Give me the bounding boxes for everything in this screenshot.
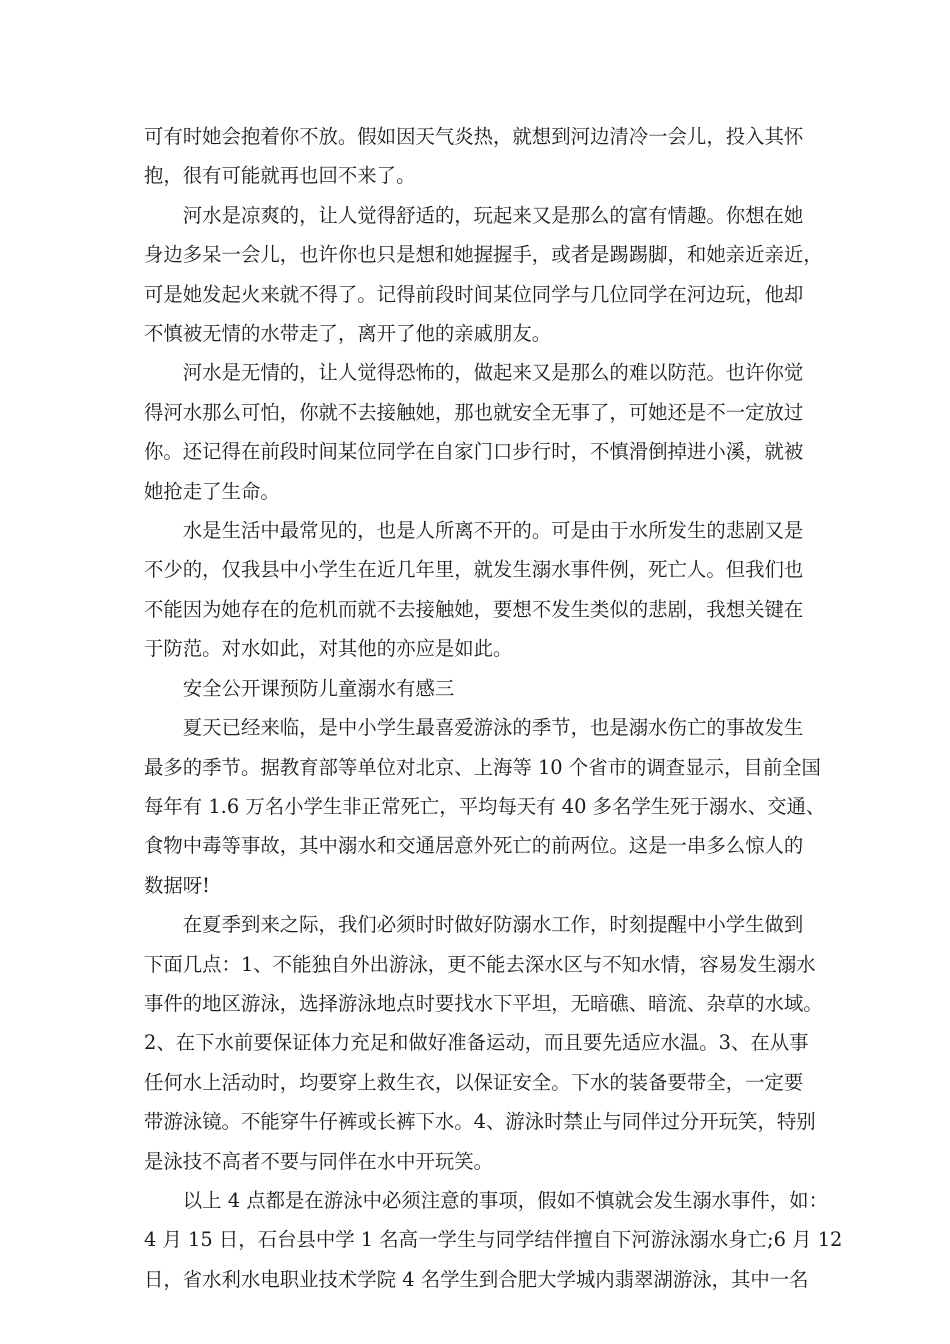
text-line: 最多的季节。据教育部等单位对北京、上海等 10 个省市的调查显示，目前全国 xyxy=(144,755,821,779)
text-line: 不能因为她存在的危机而就不去接触她，要想不发生类似的悲剧，我想关键在 xyxy=(144,597,804,621)
section-heading xyxy=(144,669,806,708)
text-line: 任何水上活动时，均要穿上救生衣，以保证安全。下水的装备要带全，一定要 xyxy=(144,1070,804,1094)
text-line: 下面几点：1、不能独自外出游泳，更不能去深水区与不知水情，容易发生溺水 xyxy=(144,952,816,976)
text-line: 4 月 15 日，石台县中学 1 名高一学生与同学结伴擅自下河游泳溺水身亡;6 月 12 xyxy=(144,1228,843,1252)
paragraph xyxy=(144,1181,843,1299)
text-line: 河水是无情的，让人觉得恐怖的，做起来又是那么的难以防范。也许你觉 xyxy=(182,361,804,385)
text-line: 在夏季到来之际，我们必须时时做好防溺水工作，时刻提醒中小学生做到 xyxy=(182,913,804,937)
paragraph xyxy=(144,353,806,511)
text-line: 你。还记得在前段时间某位同学在自家门口步行时，不慎滑倒掉进小溪，就被 xyxy=(144,440,804,464)
text-line: 日，省水利水电职业技术学院 4 名学生到合肥大学城内翡翠湖游泳，其中一名 xyxy=(144,1267,809,1291)
text-line: 河水是凉爽的，让人觉得舒适的，玩起来又是那么的富有情趣。你想在她 xyxy=(182,203,804,227)
text-line: 食物中毒等事故，其中溺水和交通居意外死亡的前两位。这是一串多么惊人的 xyxy=(144,834,804,858)
text-line: 数据呀! xyxy=(144,873,210,897)
paragraph xyxy=(144,905,823,1181)
paragraph xyxy=(144,511,806,669)
text-line: 事件的地区游泳，选择游泳地点时要找水下平坦，无暗礁、暗流、杂草的水域。 xyxy=(144,991,823,1015)
paragraph xyxy=(144,708,826,905)
text-line: 她抢走了生命。 xyxy=(144,479,280,503)
text-line: 抱，很有可能就再也回不来了。 xyxy=(144,164,416,188)
heading-text: 安全公开课预防儿童溺水有感三 xyxy=(182,676,455,700)
text-line: 每年有 1.6 万名小学生非正常死亡，平均每天有 40 多名学生死于溺水、交通、 xyxy=(144,794,826,818)
paragraph xyxy=(144,196,823,354)
text-line: 可是她发起火来就不得了。记得前段时间某位同学与几位同学在河边玩，他却 xyxy=(144,282,804,306)
text-line: 可有时她会抱着你不放。假如因天气炎热，就想到河边清冷一会儿，投入其怀 xyxy=(144,125,804,148)
text-line: 以上 4 点都是在游泳中必须注意的事项，假如不慎就会发生溺水事件，如： xyxy=(182,1188,828,1212)
text-line: 于防范。对水如此，对其他的亦应是如此。 xyxy=(144,637,513,661)
text-line: 是泳技不高者不要与同伴在水中开玩笑。 xyxy=(144,1149,494,1173)
text-line: 带游泳镜。不能穿牛仔裤或长裤下水。4、游泳时禁止与同伴过分开玩笑，特别 xyxy=(144,1110,816,1134)
text-line: 2、在下水前要保证体力充足和做好准备运动，而且要先适应水温。3、在从事 xyxy=(144,1031,809,1055)
paragraph xyxy=(144,117,806,196)
text-line: 夏天已经来临，是中小学生最喜爱游泳的季节，也是溺水伤亡的事故发生 xyxy=(182,716,804,740)
text-line: 水是生活中最常见的，也是人所离不开的。可是由于水所发生的悲剧又是 xyxy=(182,519,804,543)
text-line: 得河水那么可怕，你就不去接触她，那也就安全无事了，可她还是不一定放过 xyxy=(144,400,804,424)
document-body xyxy=(144,117,843,1299)
text-line: 身边多呆一会儿，也许你也只是想和她握握手，或者是踢踢脚，和她亲近亲近， xyxy=(144,243,823,267)
text-line: 不少的，仅我县中小学生在近几年里，就发生溺水事件例，死亡人。但我们也 xyxy=(144,558,804,582)
text-line: 不慎被无情的水带走了，离开了他的亲戚朋友。 xyxy=(144,322,552,346)
